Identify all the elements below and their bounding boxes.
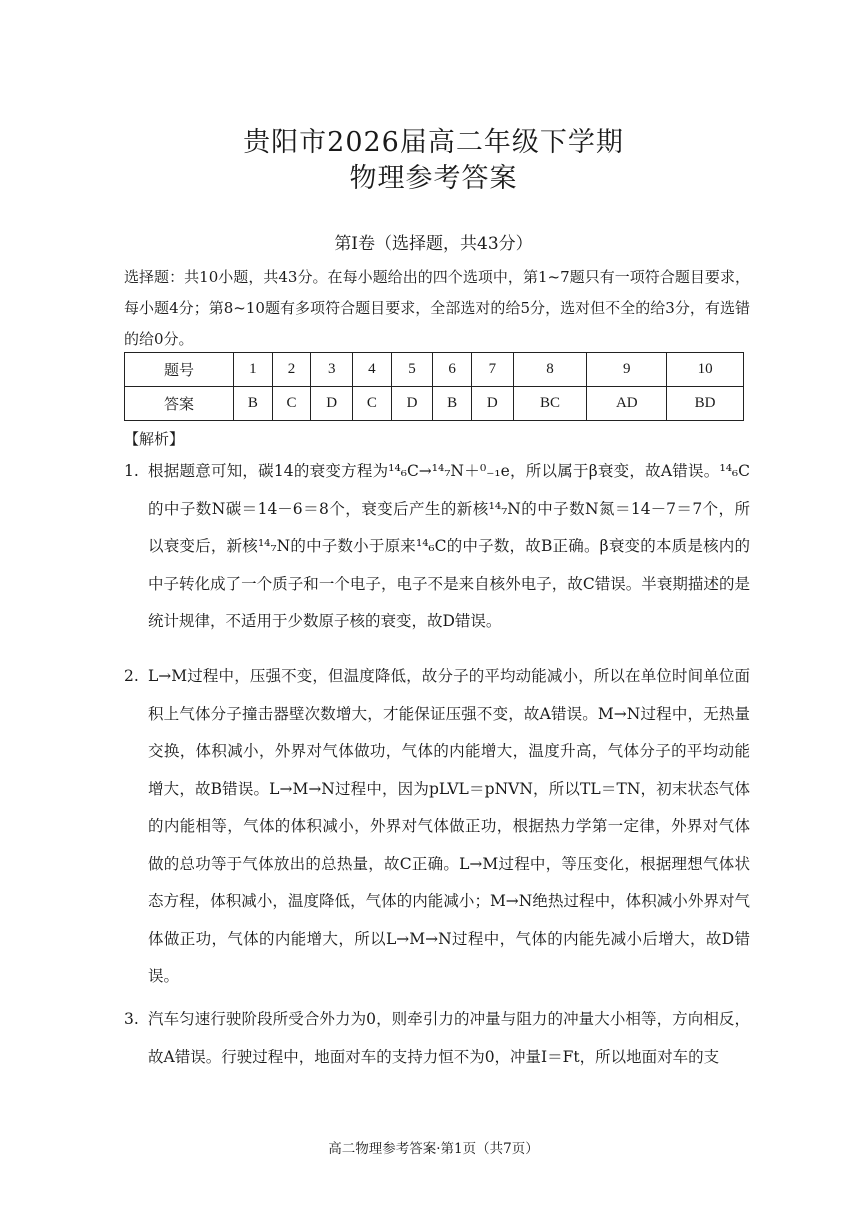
analysis-item	[124, 453, 750, 641]
row-label: 题号	[125, 353, 234, 387]
answer-cell: D	[472, 387, 514, 421]
item-text: 根据题意可知，碳14的衰变方程为¹⁴₆C→¹⁴₇N＋⁰₋₁e，所以属于β衰变，故A错误。¹⁴₆C的中子数N碳＝14－6＝8个，衰变后产生的新核¹⁴₇N的中子数N氮＝14－7＝7个，所以衰变后，新核¹⁴₇N的中子数小于原来¹⁴₆C的中子数，故B正确。β衰变的本质是核内的中子转化成了一个质子和一个电子，电子不是来自核外电子，故C错误。半衰期描述的是统计规律，不适用于少数原子核的衰变，故D错误。	[148, 462, 750, 630]
question-number-cell: 10	[667, 353, 744, 387]
table-row-numbers	[125, 353, 744, 387]
item-number: 1.	[124, 462, 139, 480]
instructions-paragraph: 选择题：共10小题，共43分。在每小题给出的四个选项中，第1~7题只有一项符合题目要求，每小题4分；第8~10题有多项符合题目要求，全部选对的给5分，选对但不全的给3分，有选错的给0分。	[124, 268, 750, 348]
answer-cell: B	[433, 387, 472, 421]
answer-cell: BD	[667, 387, 744, 421]
page-footer: 高二物理参考答案·第1页（共7页）	[328, 1141, 539, 1157]
question-number-cell: 7	[472, 353, 514, 387]
answer-table	[124, 352, 744, 421]
section-heading: 第Ⅰ卷（选择题，共43分）	[334, 234, 533, 254]
answer-cell: BC	[513, 387, 587, 421]
question-number-cell: 4	[353, 353, 392, 387]
answer-cell: C	[353, 387, 392, 421]
item-text: L→M过程中，压强不变，但温度降低，故分子的平均动能减小，所以在单位时间单位面积上气体分子撞击器壁次数增大，才能保证压强不变，故A错误。M→N过程中，无热量交换，体积减小，外界对气体做功，气体的内能增大，温度升高，气体分子的平均动能增大，故B错误。L→M→N过程中，因为pLVL＝pNVN，所以TL＝TN，初末状态气体的内能相等，气体的体积减小，外界对气体做正功，根据热力学第一定律，外界对气体做的总功等于气体放出的总热量，故C正确。L→M过程中，等压变化，根据理想气体状态方程，体积减小，温度降低，气体的内能减小；M→N绝热过程中，体积减小外界对气体做正功，气体的内能增大，所以L→M→N过程中，气体的内能先减小后增大，故D错误。	[148, 667, 750, 985]
answer-cell: B	[233, 387, 272, 421]
table-row-answers	[125, 387, 744, 421]
item-number: 3.	[124, 1010, 139, 1028]
answer-cell: D	[391, 387, 433, 421]
answer-cell: AD	[587, 387, 667, 421]
question-number-cell: 6	[433, 353, 472, 387]
question-number-cell: 1	[233, 353, 272, 387]
answer-cell: C	[272, 387, 311, 421]
document-subtitle: 物理参考答案	[349, 163, 518, 194]
question-number-cell: 9	[587, 353, 667, 387]
question-number-cell: 5	[391, 353, 433, 387]
question-number-cell: 2	[272, 353, 311, 387]
question-number-cell: 8	[513, 353, 587, 387]
row-label: 答案	[125, 387, 234, 421]
analysis-item	[124, 658, 750, 996]
analysis-item	[124, 1001, 750, 1076]
document-title: 贵阳市2026届高二年级下学期	[243, 127, 624, 158]
item-number: 2.	[124, 667, 139, 685]
question-number-cell: 3	[311, 353, 353, 387]
answer-cell: D	[311, 387, 353, 421]
item-text: 汽车匀速行驶阶段所受合外力为0，则牵引力的冲量与阻力的冲量大小相等，方向相反，故A错误。行驶过程中，地面对车的支持力恒不为0，冲量I＝Ft，所以地面对车的支	[148, 1010, 750, 1066]
analysis-heading: 【解析】	[124, 430, 185, 448]
